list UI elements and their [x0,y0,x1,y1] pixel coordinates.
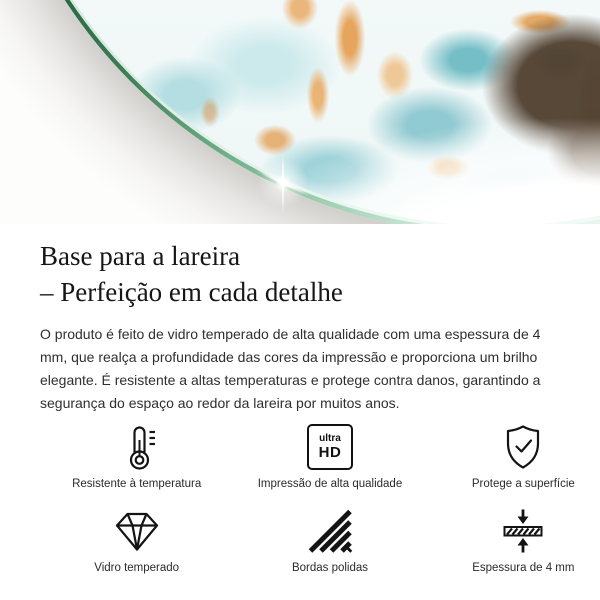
shield-check-icon [501,423,545,471]
hero-product-image [0,0,600,224]
feature-polished-edges [233,507,426,575]
title-line-1: Base para a lareira [40,241,241,271]
thermometer-icon [117,423,157,471]
thickness-icon [500,508,546,554]
shield-check-icon [501,423,545,471]
content-section [0,224,600,575]
feature-label: Resistente à temperatura [72,478,202,490]
feature-label: Espessura de 4 mm [472,562,575,574]
sparkle-highlight [251,151,315,215]
polished-edges-icon [307,508,353,554]
feature-high-quality-print [233,423,426,491]
feature-label: Bordas polidas [291,562,369,574]
thickness-icon [500,507,546,555]
product-description: O produto é feito de vidro temperado de alta qualidade com uma espessura de 4 mm, que realça a profundidade das cores da impressão e proporciona um brilho elegante. É resistente a altas temperaturas e protege contra danos, garantindo a segurança do espaço ao redor da lareira por muitos anos. [40,326,541,411]
ultra-hd-text-top: ultra [319,433,341,444]
features-grid [40,423,600,575]
page-title [40,238,560,310]
ultra-hd-text-bottom: HD [318,444,342,461]
polished-edges-icon [307,507,353,555]
feature-label: Impressão de alta qualidade [257,478,403,490]
thermometer-icon [117,423,157,471]
feature-label: Protege a superfície [471,478,575,490]
ultra-hd-icon [307,423,353,471]
feature-label: Vidro temperado [94,562,180,574]
feature-tempered-glass [40,507,233,575]
ultra-hd-badge [307,424,353,470]
diamond-icon [113,507,161,555]
title-line-2: – Perfeição em cada detalhe [40,277,343,307]
feature-thickness-4mm [427,507,600,575]
feature-temperature-resistant [40,423,233,491]
diamond-icon [113,510,161,552]
feature-surface-protection [427,423,600,491]
